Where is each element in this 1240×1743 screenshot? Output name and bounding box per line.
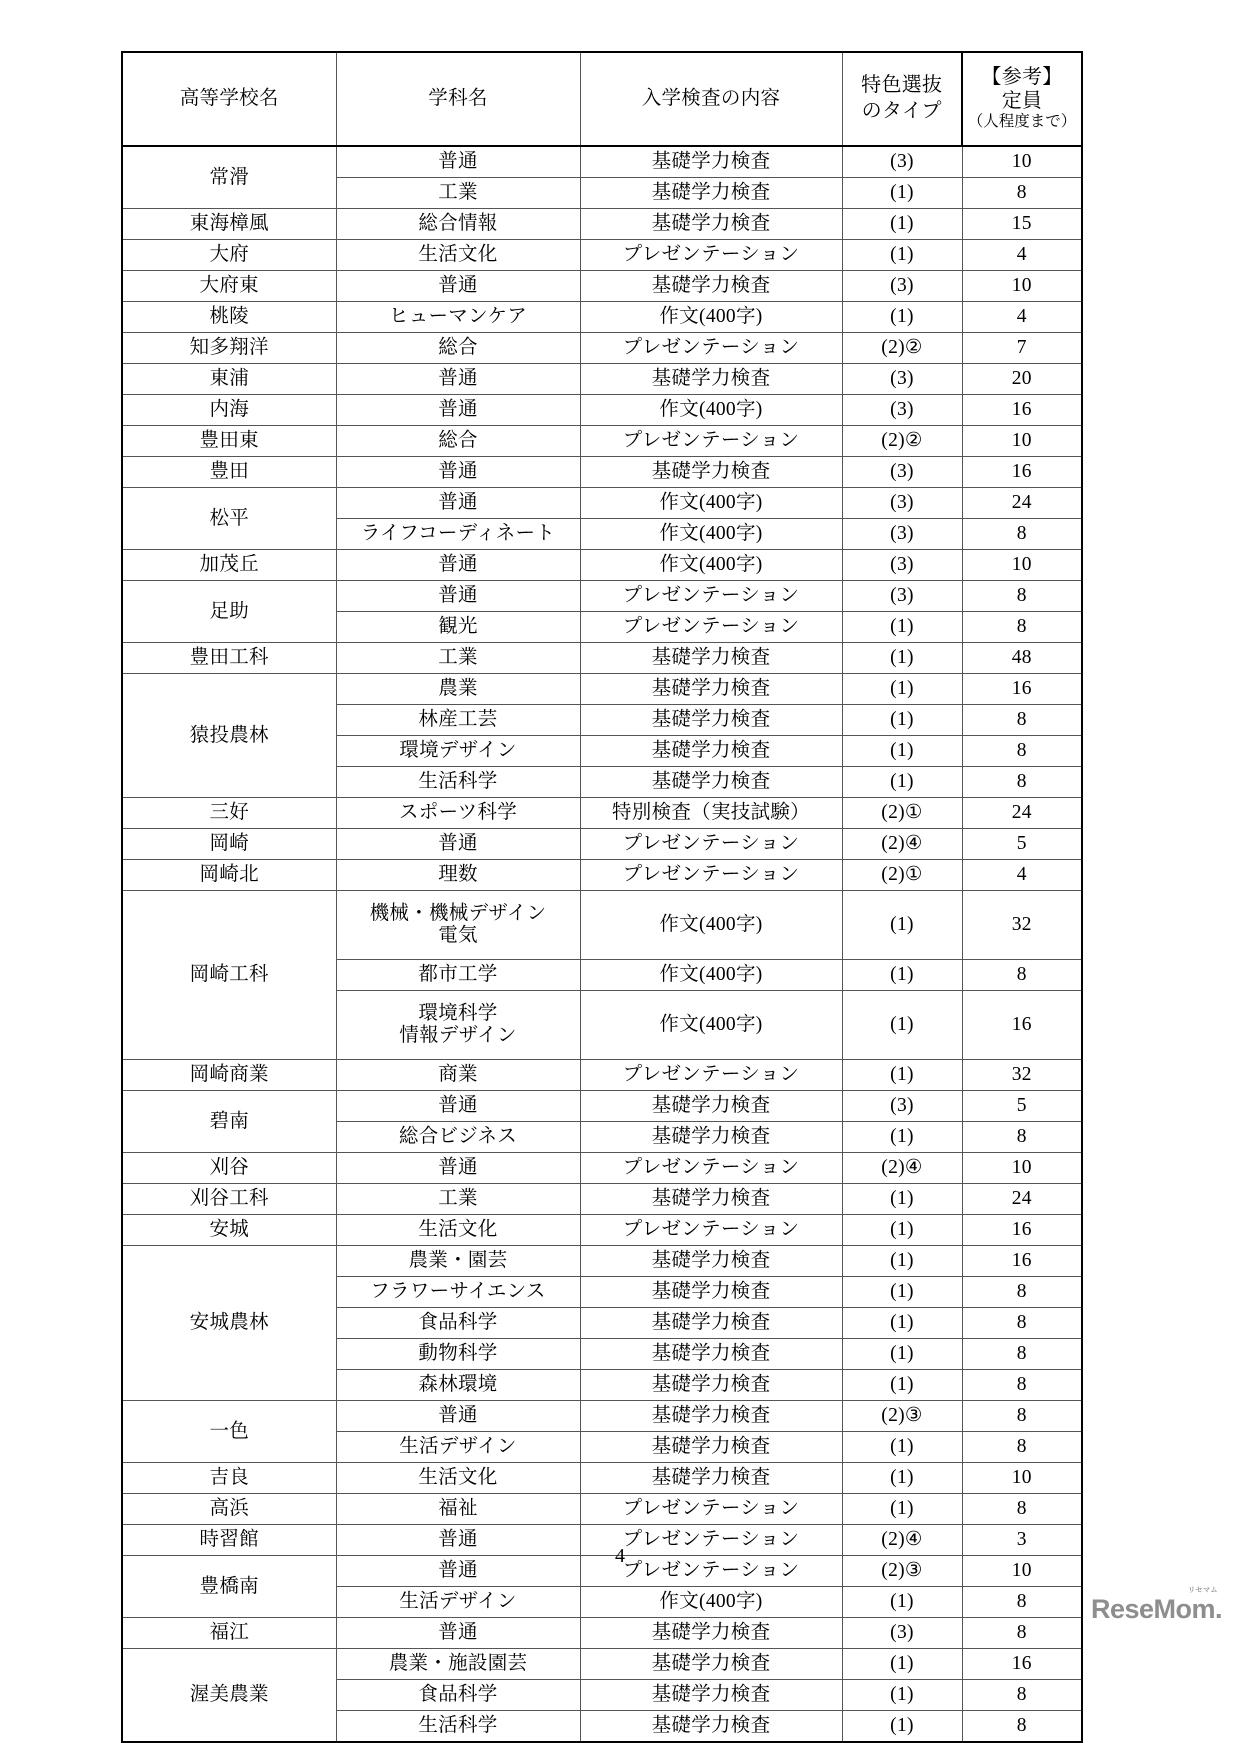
cell-department-name: 工業 — [336, 643, 580, 674]
table-header — [122, 52, 1082, 146]
header-capacity-line1: 【参考】 — [981, 66, 1063, 89]
cell-selection-type: (2)② — [842, 426, 962, 457]
cell-capacity: 24 — [962, 798, 1082, 829]
cell-department-name: 普通 — [336, 550, 580, 581]
cell-exam-content: プレゼンテーション — [580, 581, 842, 612]
cell-capacity: 8 — [962, 612, 1082, 643]
table-row — [122, 1401, 1082, 1432]
table-row — [122, 1494, 1082, 1525]
cell-department-name: 普通 — [336, 364, 580, 395]
cell-department-name: 動物科学 — [336, 1339, 580, 1370]
admission-table-container — [121, 51, 1081, 1743]
cell-department-name: 都市工学 — [336, 960, 580, 991]
cell-capacity: 16 — [962, 674, 1082, 705]
cell-exam-content: 基礎学力検査 — [580, 1680, 842, 1711]
cell-exam-content: 基礎学力検査 — [580, 1246, 842, 1277]
cell-selection-type: (1) — [842, 612, 962, 643]
cell-exam-content: 基礎学力検査 — [580, 767, 842, 798]
cell-exam-content: 作文(400字) — [580, 488, 842, 519]
cell-selection-type: (3) — [842, 1091, 962, 1122]
table-row — [122, 146, 1082, 178]
cell-department-name: 普通 — [336, 581, 580, 612]
cell-capacity: 3 — [962, 1525, 1082, 1556]
cell-school-name: 岡崎 — [122, 829, 336, 860]
cell-department-name: 生活科学 — [336, 767, 580, 798]
cell-school-name: 渥美農業 — [122, 1649, 336, 1743]
table-row — [122, 271, 1082, 302]
cell-exam-content: プレゼンテーション — [580, 426, 842, 457]
header-capacity-line2: 定員 — [1001, 89, 1043, 112]
cell-department-name: 食品科学 — [336, 1308, 580, 1339]
cell-school-name: 内海 — [122, 395, 336, 426]
cell-department-name: 商業 — [336, 1060, 580, 1091]
table-row — [122, 395, 1082, 426]
header-selection-type-line2: のタイプ — [861, 100, 942, 122]
cell-capacity: 8 — [962, 1680, 1082, 1711]
cell-school-name: 豊田 — [122, 457, 336, 488]
cell-capacity: 24 — [962, 1184, 1082, 1215]
cell-capacity: 8 — [962, 178, 1082, 209]
cell-capacity: 16 — [962, 457, 1082, 488]
cell-school-name: 碧南 — [122, 1091, 336, 1153]
cell-department-name: 生活文化 — [336, 240, 580, 271]
cell-department-name: 普通 — [336, 271, 580, 302]
cell-exam-content: プレゼンテーション — [580, 1153, 842, 1184]
cell-department-name: 普通 — [336, 1525, 580, 1556]
cell-capacity: 8 — [962, 1401, 1082, 1432]
cell-selection-type: (3) — [842, 364, 962, 395]
table-row — [122, 426, 1082, 457]
cell-school-name: 豊田東 — [122, 426, 336, 457]
header-school-name: 高等学校名 — [122, 52, 336, 146]
cell-selection-type: (3) — [842, 550, 962, 581]
cell-selection-type: (1) — [842, 891, 962, 960]
cell-department-name: 環境デザイン — [336, 736, 580, 767]
table-row — [122, 302, 1082, 333]
cell-department-name: 森林環境 — [336, 1370, 580, 1401]
cell-school-name: 吉良 — [122, 1463, 336, 1494]
cell-exam-content: 基礎学力検査 — [580, 1432, 842, 1463]
cell-exam-content: 作文(400字) — [580, 891, 842, 960]
cell-capacity: 8 — [962, 960, 1082, 991]
cell-exam-content: 基礎学力検査 — [580, 1277, 842, 1308]
cell-selection-type: (2)③ — [842, 1401, 962, 1432]
cell-selection-type: (1) — [842, 705, 962, 736]
cell-capacity: 16 — [962, 395, 1082, 426]
header-capacity-line3: （人程度まで） — [967, 113, 1077, 131]
cell-school-name: 豊橋南 — [122, 1556, 336, 1618]
cell-selection-type: (1) — [842, 1339, 962, 1370]
cell-selection-type: (1) — [842, 767, 962, 798]
cell-selection-type: (1) — [842, 1711, 962, 1743]
watermark-text: ReseMom. — [1090, 1594, 1222, 1624]
cell-school-name: 福江 — [122, 1618, 336, 1649]
cell-school-name: 東海樟風 — [122, 209, 336, 240]
cell-school-name: 一色 — [122, 1401, 336, 1463]
cell-exam-content: プレゼンテーション — [580, 1060, 842, 1091]
cell-department-name: 普通 — [336, 1556, 580, 1587]
cell-department-name: 総合ビジネス — [336, 1122, 580, 1153]
cell-capacity: 10 — [962, 271, 1082, 302]
cell-selection-type: (2)④ — [842, 829, 962, 860]
cell-school-name: 安城農林 — [122, 1246, 336, 1401]
table-row — [122, 829, 1082, 860]
cell-capacity: 10 — [962, 1556, 1082, 1587]
cell-department-name: 普通 — [336, 1091, 580, 1122]
cell-capacity: 8 — [962, 581, 1082, 612]
watermark-kana: リセマム — [1188, 1587, 1218, 1594]
cell-exam-content: 基礎学力検査 — [580, 364, 842, 395]
cell-exam-content: プレゼンテーション — [580, 1556, 842, 1587]
header-selection-type — [842, 52, 962, 146]
table-row — [122, 1463, 1082, 1494]
cell-selection-type: (2)④ — [842, 1153, 962, 1184]
page-number: 4 — [615, 1545, 625, 1567]
cell-selection-type: (1) — [842, 1277, 962, 1308]
cell-capacity: 8 — [962, 1432, 1082, 1463]
table-row — [122, 643, 1082, 674]
cell-capacity: 4 — [962, 240, 1082, 271]
table-row — [122, 581, 1082, 612]
header-row — [122, 52, 1082, 146]
cell-selection-type: (1) — [842, 1494, 962, 1525]
header-selection-type-line1: 特色選抜 — [861, 74, 943, 97]
cell-capacity: 20 — [962, 364, 1082, 395]
cell-capacity: 10 — [962, 426, 1082, 457]
cell-exam-content: 基礎学力検査 — [580, 1122, 842, 1153]
cell-exam-content: 基礎学力検査 — [580, 736, 842, 767]
cell-school-name: 足助 — [122, 581, 336, 643]
cell-department-name: 農業 — [336, 674, 580, 705]
cell-exam-content: 基礎学力検査 — [580, 1370, 842, 1401]
cell-selection-type: (1) — [842, 1246, 962, 1277]
cell-exam-content: 基礎学力検査 — [580, 271, 842, 302]
cell-selection-type: (2)① — [842, 798, 962, 829]
cell-department-name: 生活文化 — [336, 1463, 580, 1494]
cell-selection-type: (3) — [842, 271, 962, 302]
cell-selection-type: (1) — [842, 1370, 962, 1401]
cell-exam-content: プレゼンテーション — [580, 1215, 842, 1246]
cell-exam-content: 作文(400字) — [580, 395, 842, 426]
cell-capacity: 32 — [962, 1060, 1082, 1091]
cell-school-name: 安城 — [122, 1215, 336, 1246]
cell-selection-type: (3) — [842, 581, 962, 612]
cell-exam-content: 作文(400字) — [580, 519, 842, 550]
cell-school-name: 松平 — [122, 488, 336, 550]
table-row — [122, 1649, 1082, 1680]
cell-selection-type: (3) — [842, 1618, 962, 1649]
cell-capacity: 10 — [962, 550, 1082, 581]
cell-selection-type: (1) — [842, 674, 962, 705]
cell-school-name: 高浜 — [122, 1494, 336, 1525]
cell-school-name: 岡崎工科 — [122, 891, 336, 1060]
cell-selection-type: (2)① — [842, 860, 962, 891]
cell-selection-type: (1) — [842, 240, 962, 271]
cell-selection-type: (1) — [842, 1184, 962, 1215]
cell-school-name: 猿投農林 — [122, 674, 336, 798]
table-row — [122, 891, 1082, 960]
table-row — [122, 1153, 1082, 1184]
cell-selection-type: (1) — [842, 1680, 962, 1711]
cell-exam-content: 作文(400字) — [580, 960, 842, 991]
cell-selection-type: (3) — [842, 457, 962, 488]
cell-selection-type: (1) — [842, 960, 962, 991]
cell-school-name: 岡崎北 — [122, 860, 336, 891]
cell-exam-content: 作文(400字) — [580, 550, 842, 581]
cell-capacity: 10 — [962, 1463, 1082, 1494]
cell-department-name: ライフコーディネート — [336, 519, 580, 550]
cell-department-name: 総合 — [336, 333, 580, 364]
cell-selection-type: (1) — [842, 1308, 962, 1339]
cell-school-name: 時習館 — [122, 1525, 336, 1556]
cell-selection-type: (1) — [842, 1587, 962, 1618]
cell-capacity: 8 — [962, 1711, 1082, 1743]
cell-department-name: 生活文化 — [336, 1215, 580, 1246]
table-row — [122, 364, 1082, 395]
cell-exam-content: 基礎学力検査 — [580, 1401, 842, 1432]
cell-department-name: 福祉 — [336, 1494, 580, 1525]
cell-exam-content: 基礎学力検査 — [580, 457, 842, 488]
cell-capacity: 16 — [962, 1649, 1082, 1680]
table-row — [122, 333, 1082, 364]
cell-exam-content: 作文(400字) — [580, 302, 842, 333]
cell-exam-content: プレゼンテーション — [580, 1494, 842, 1525]
cell-capacity: 4 — [962, 302, 1082, 333]
cell-school-name: 知多翔洋 — [122, 333, 336, 364]
cell-department-name: 普通 — [336, 1401, 580, 1432]
cell-school-name: 岡崎商業 — [122, 1060, 336, 1091]
header-capacity — [962, 52, 1082, 146]
cell-selection-type: (3) — [842, 519, 962, 550]
cell-department-name: 理数 — [336, 860, 580, 891]
cell-capacity: 4 — [962, 860, 1082, 891]
cell-exam-content: 基礎学力検査 — [580, 1308, 842, 1339]
cell-exam-content: 特別検査（実技試験） — [580, 798, 842, 829]
cell-capacity: 10 — [962, 146, 1082, 178]
cell-selection-type: (2)③ — [842, 1556, 962, 1587]
cell-selection-type: (1) — [842, 991, 962, 1060]
cell-department-name: 普通 — [336, 146, 580, 178]
table-row — [122, 1184, 1082, 1215]
cell-exam-content: プレゼンテーション — [580, 1525, 842, 1556]
cell-capacity: 8 — [962, 1494, 1082, 1525]
cell-exam-content: 基礎学力検査 — [580, 1618, 842, 1649]
resemom-watermark — [1090, 1587, 1222, 1624]
cell-capacity: 15 — [962, 209, 1082, 240]
cell-department-name: フラワーサイエンス — [336, 1277, 580, 1308]
cell-selection-type: (3) — [842, 488, 962, 519]
cell-capacity: 8 — [962, 1587, 1082, 1618]
cell-school-name: 刈谷 — [122, 1153, 336, 1184]
cell-capacity: 7 — [962, 333, 1082, 364]
cell-department-name: 普通 — [336, 457, 580, 488]
cell-capacity: 32 — [962, 891, 1082, 960]
cell-exam-content: 基礎学力検査 — [580, 1184, 842, 1215]
cell-department-name: 普通 — [336, 488, 580, 519]
table-row — [122, 1060, 1082, 1091]
cell-exam-content: プレゼンテーション — [580, 333, 842, 364]
table-row — [122, 1215, 1082, 1246]
cell-capacity: 48 — [962, 643, 1082, 674]
cell-department-name: 農業・園芸 — [336, 1246, 580, 1277]
cell-exam-content: 基礎学力検査 — [580, 1091, 842, 1122]
cell-selection-type: (1) — [842, 1649, 962, 1680]
cell-capacity: 8 — [962, 1308, 1082, 1339]
cell-exam-content: 基礎学力検査 — [580, 178, 842, 209]
table-row — [122, 240, 1082, 271]
cell-capacity: 5 — [962, 1091, 1082, 1122]
special-selection-table — [121, 51, 1083, 1743]
cell-department-name: 生活デザイン — [336, 1587, 580, 1618]
cell-department-name: 観光 — [336, 612, 580, 643]
table-row — [122, 488, 1082, 519]
table-row — [122, 1618, 1082, 1649]
cell-department-name: 普通 — [336, 395, 580, 426]
table-body — [122, 146, 1082, 1742]
cell-selection-type: (1) — [842, 1060, 962, 1091]
cell-exam-content: 基礎学力検査 — [580, 1649, 842, 1680]
table-row — [122, 457, 1082, 488]
cell-exam-content: 基礎学力検査 — [580, 1711, 842, 1743]
cell-exam-content: 作文(400字) — [580, 1587, 842, 1618]
table-row — [122, 674, 1082, 705]
cell-department-name: 普通 — [336, 1618, 580, 1649]
cell-exam-content: プレゼンテーション — [580, 612, 842, 643]
cell-selection-type: (3) — [842, 146, 962, 178]
cell-capacity: 8 — [962, 1618, 1082, 1649]
cell-department-name: 食品科学 — [336, 1680, 580, 1711]
cell-school-name: 大府東 — [122, 271, 336, 302]
cell-department-name: 機械・機械デザイン 電気 — [336, 891, 580, 960]
cell-capacity: 8 — [962, 1339, 1082, 1370]
cell-department-name: 総合情報 — [336, 209, 580, 240]
cell-department-name: 工業 — [336, 178, 580, 209]
cell-selection-type: (1) — [842, 178, 962, 209]
header-department-name: 学科名 — [336, 52, 580, 146]
cell-selection-type: (2)② — [842, 333, 962, 364]
cell-school-name: 三好 — [122, 798, 336, 829]
cell-exam-content: 基礎学力検査 — [580, 705, 842, 736]
cell-school-name: 大府 — [122, 240, 336, 271]
cell-capacity: 8 — [962, 1277, 1082, 1308]
cell-school-name: 刈谷工科 — [122, 1184, 336, 1215]
table-row — [122, 798, 1082, 829]
cell-capacity: 5 — [962, 829, 1082, 860]
cell-department-name: 普通 — [336, 1153, 580, 1184]
cell-department-name: 生活科学 — [336, 1711, 580, 1743]
cell-department-name: 総合 — [336, 426, 580, 457]
table-row — [122, 550, 1082, 581]
cell-school-name: 常滑 — [122, 146, 336, 209]
cell-school-name: 桃陵 — [122, 302, 336, 333]
cell-selection-type: (2)④ — [842, 1525, 962, 1556]
cell-selection-type: (3) — [842, 395, 962, 426]
cell-department-name: 農業・施設園芸 — [336, 1649, 580, 1680]
cell-exam-content: プレゼンテーション — [580, 829, 842, 860]
cell-department-name: スポーツ科学 — [336, 798, 580, 829]
cell-exam-content: 基礎学力検査 — [580, 1339, 842, 1370]
cell-capacity: 8 — [962, 1370, 1082, 1401]
cell-capacity: 8 — [962, 736, 1082, 767]
cell-exam-content: 基礎学力検査 — [580, 643, 842, 674]
cell-selection-type: (1) — [842, 643, 962, 674]
cell-capacity: 8 — [962, 1122, 1082, 1153]
cell-capacity: 8 — [962, 767, 1082, 798]
cell-department-name: 生活デザイン — [336, 1432, 580, 1463]
cell-exam-content: 作文(400字) — [580, 991, 842, 1060]
cell-department-name: 工業 — [336, 1184, 580, 1215]
cell-selection-type: (1) — [842, 736, 962, 767]
cell-department-name: ヒューマンケア — [336, 302, 580, 333]
cell-capacity: 16 — [962, 1246, 1082, 1277]
cell-capacity: 8 — [962, 705, 1082, 736]
cell-department-name: 普通 — [336, 829, 580, 860]
cell-capacity: 10 — [962, 1153, 1082, 1184]
cell-department-name: 林産工芸 — [336, 705, 580, 736]
cell-exam-content: 基礎学力検査 — [580, 1463, 842, 1494]
cell-selection-type: (1) — [842, 1432, 962, 1463]
cell-capacity: 8 — [962, 519, 1082, 550]
cell-exam-content: 基礎学力検査 — [580, 209, 842, 240]
cell-school-name: 豊田工科 — [122, 643, 336, 674]
cell-selection-type: (1) — [842, 1122, 962, 1153]
table-row — [122, 1246, 1082, 1277]
cell-exam-content: 基礎学力検査 — [580, 146, 842, 178]
cell-school-name: 加茂丘 — [122, 550, 336, 581]
cell-selection-type: (1) — [842, 1463, 962, 1494]
table-row — [122, 209, 1082, 240]
cell-exam-content: プレゼンテーション — [580, 860, 842, 891]
table-row — [122, 860, 1082, 891]
cell-selection-type: (1) — [842, 209, 962, 240]
cell-capacity: 24 — [962, 488, 1082, 519]
cell-school-name: 東浦 — [122, 364, 336, 395]
cell-department-name: 環境科学 情報デザイン — [336, 991, 580, 1060]
cell-exam-content: 基礎学力検査 — [580, 674, 842, 705]
cell-capacity: 16 — [962, 991, 1082, 1060]
cell-capacity: 16 — [962, 1215, 1082, 1246]
table-row — [122, 1091, 1082, 1122]
cell-selection-type: (1) — [842, 1215, 962, 1246]
cell-selection-type: (1) — [842, 302, 962, 333]
header-exam-content: 入学検査の内容 — [580, 52, 842, 146]
cell-exam-content: プレゼンテーション — [580, 240, 842, 271]
